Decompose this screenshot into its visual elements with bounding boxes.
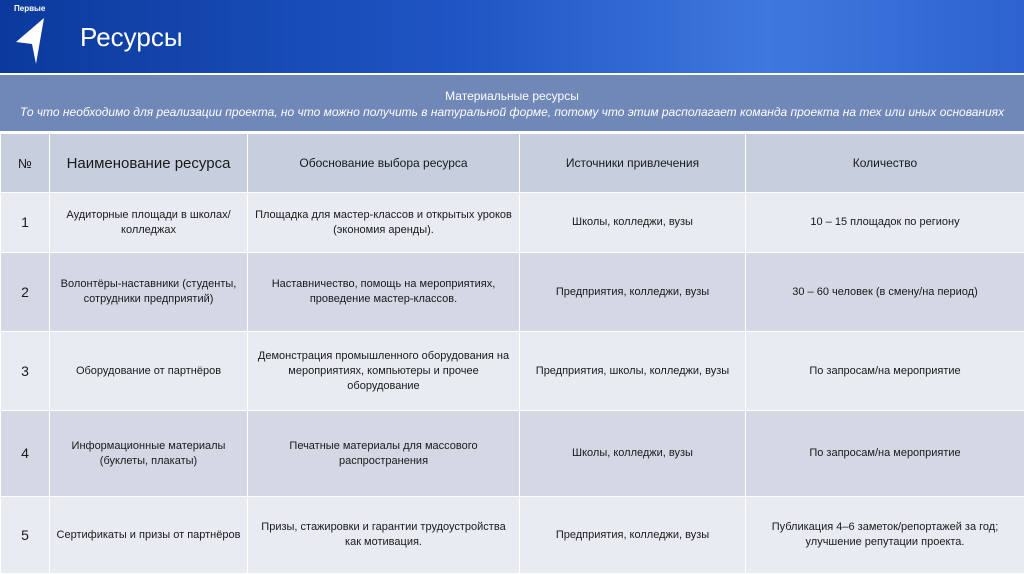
cell-reason: Печатные материалы для массового распространения xyxy=(248,411,520,497)
cell-number: 2 xyxy=(1,253,50,332)
cell-reason: Площадка для мастер-классов и открытых уроков (экономия аренды). xyxy=(248,193,520,253)
cell-number: 1 xyxy=(1,193,50,253)
table-caption xyxy=(0,73,1024,131)
cell-quantity: Публикация 4–6 заметок/репортажей за год; улучшение репутации проекта. xyxy=(746,497,1024,574)
table-row xyxy=(1,253,1024,332)
cell-reason: Призы, стажировки и гарантии трудоустройства как мотивация. xyxy=(248,497,520,574)
cell-name: Аудиторные площади в школах/колледжах xyxy=(50,193,248,253)
cell-source: Предприятия, колледжи, вузы xyxy=(520,497,746,574)
cell-quantity: По запросам/на мероприятие xyxy=(746,411,1024,497)
cell-name: Волонтёры-наставники (студенты, сотрудники предприятий) xyxy=(50,253,248,332)
cell-number: 5 xyxy=(1,497,50,574)
cell-number: 3 xyxy=(1,332,50,411)
table-header-row xyxy=(1,134,1024,193)
cell-source: Предприятия, школы, колледжи, вузы xyxy=(520,332,746,411)
cell-source: Предприятия, колледжи, вузы xyxy=(520,253,746,332)
table-row xyxy=(1,332,1024,411)
cell-quantity: 10 – 15 площадок по региону xyxy=(746,193,1024,253)
slide-header xyxy=(0,0,1024,73)
cell-quantity: 30 – 60 человек (в смену/на период) xyxy=(746,253,1024,332)
page-title: Ресурсы xyxy=(80,22,183,52)
column-header-reason: Обоснование выбора ресурса xyxy=(248,134,520,193)
column-header-source: Источники привлечения xyxy=(520,134,746,193)
cell-reason: Демонстрация промышленного оборудования на мероприятиях, компьютеры и прочее оборудование xyxy=(248,332,520,411)
cell-source: Школы, колледжи, вузы xyxy=(520,411,746,497)
table-row xyxy=(1,411,1024,497)
arrow-logo-icon xyxy=(16,18,46,66)
cell-reason: Наставничество, помощь на мероприятиях, проведение мастер-классов. xyxy=(248,253,520,332)
logo xyxy=(14,4,54,68)
cell-quantity: По запросам/на мероприятие xyxy=(746,332,1024,411)
column-header-number: № xyxy=(1,134,50,193)
caption-title: Материальные ресурсы xyxy=(445,89,579,103)
column-header-name: Наименование ресурса xyxy=(50,134,248,193)
logo-text: Первые xyxy=(14,4,46,13)
cell-number: 4 xyxy=(1,411,50,497)
cell-name: Информационные материалы (буклеты, плакаты) xyxy=(50,411,248,497)
column-header-quantity: Количество xyxy=(746,134,1024,193)
table-row xyxy=(1,193,1024,253)
table-row xyxy=(1,497,1024,574)
caption-description: То что необходимо для реализации проекта, но что можно получить в натуральной форме, потому что этим располагает команда проекта на тех или иных основаниях xyxy=(19,105,1005,119)
resources-table xyxy=(0,133,1024,574)
cell-name: Оборудование от партнёров xyxy=(50,332,248,411)
cell-name: Сертификаты и призы от партнёров xyxy=(50,497,248,574)
cell-source: Школы, колледжи, вузы xyxy=(520,193,746,253)
